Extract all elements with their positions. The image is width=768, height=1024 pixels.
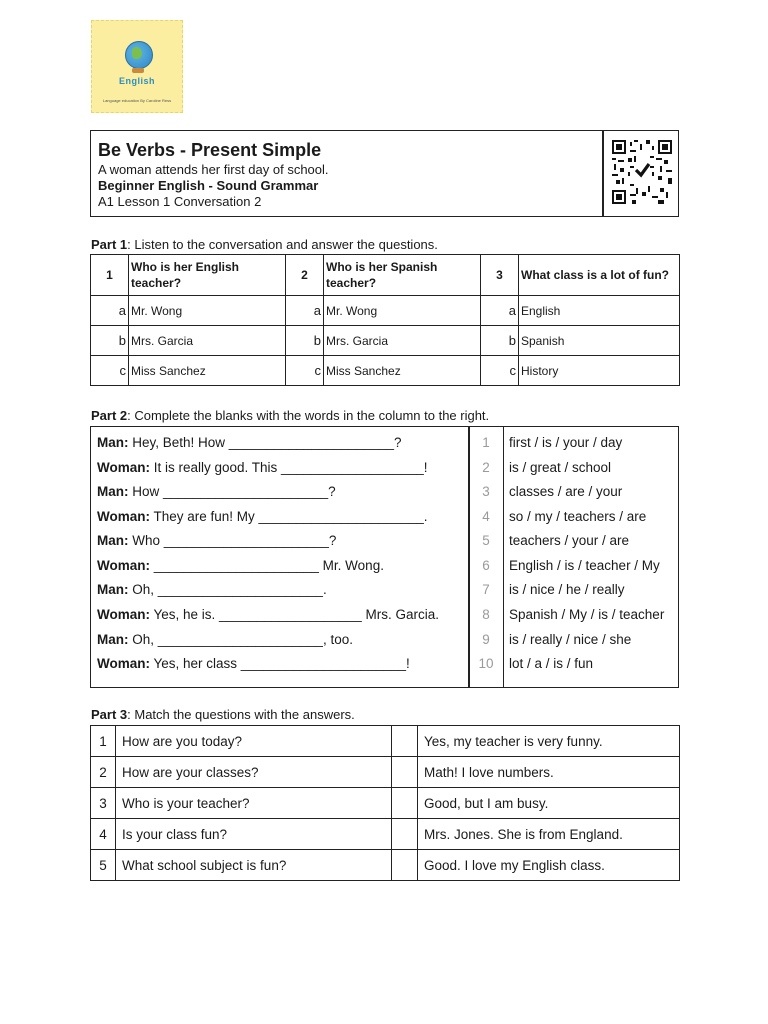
speaker: Man:	[97, 484, 129, 499]
dialogue-line[interactable]	[97, 509, 427, 524]
match-answer-blank[interactable]	[392, 819, 418, 850]
match-number: 1	[91, 726, 116, 757]
match-answer: Mrs. Jones. She is from England.	[418, 819, 680, 850]
part2-label: Part 2	[91, 408, 128, 423]
match-question: How are your classes?	[116, 757, 392, 788]
speaker: Man:	[97, 435, 129, 450]
dialogue-line[interactable]	[97, 533, 336, 548]
dialogue-text: How ______________________?	[128, 484, 336, 499]
speaker: Woman:	[97, 558, 150, 573]
logo	[91, 20, 183, 113]
match-answer: Math! I love numbers.	[418, 757, 680, 788]
logo-tagline: Language education By Caroline Ress	[102, 98, 172, 103]
qr-code-icon[interactable]	[612, 140, 672, 204]
worksheet-header	[90, 130, 679, 217]
word-number: 1	[482, 435, 490, 450]
word-number: 9	[482, 632, 490, 647]
answer-row	[91, 296, 680, 326]
dialogue-line[interactable]	[97, 460, 427, 475]
part2-heading	[91, 408, 489, 423]
answer-option[interactable]: English	[519, 296, 680, 326]
match-answer: Good, but I am busy.	[418, 788, 680, 819]
answer-option[interactable]: Mrs. Garcia	[129, 326, 286, 356]
option-letter: b	[91, 326, 129, 356]
word-number: 5	[482, 533, 490, 548]
word-group: is / nice / he / really	[509, 582, 625, 597]
question-number: 1	[91, 255, 129, 296]
match-row	[91, 788, 680, 819]
option-letter: c	[481, 356, 519, 386]
word-group: Spanish / My / is / teacher	[509, 607, 665, 622]
dialogue-line[interactable]	[97, 607, 439, 622]
option-letter: c	[286, 356, 324, 386]
answer-option[interactable]: Miss Sanchez	[324, 356, 481, 386]
word-group: so / my / teachers / are	[509, 509, 647, 524]
option-letter: b	[286, 326, 324, 356]
answer-option[interactable]: Spanish	[519, 326, 680, 356]
word-group: teachers / your / are	[509, 533, 630, 548]
option-letter: b	[481, 326, 519, 356]
part2-box	[90, 426, 679, 688]
match-number: 4	[91, 819, 116, 850]
dialogue-text: Yes, he is. ___________________ Mrs. Garcia.	[150, 607, 439, 622]
match-answer: Good. I love my English class.	[418, 850, 680, 881]
answer-row	[91, 326, 680, 356]
match-answer-blank[interactable]	[392, 726, 418, 757]
word-group: lot / a / is / fun	[509, 656, 594, 671]
dialogue-text: Who ______________________?	[128, 533, 337, 548]
dialogue-line[interactable]	[97, 632, 353, 647]
answer-row	[91, 356, 680, 386]
dialogue-text: Oh, ______________________.	[128, 582, 327, 597]
option-letter: a	[91, 296, 129, 326]
option-letter: a	[286, 296, 324, 326]
question-number: 2	[286, 255, 324, 296]
dialogue-text: Hey, Beth! How ______________________?	[128, 435, 402, 450]
answer-option[interactable]: Mrs. Garcia	[324, 326, 481, 356]
dialogue-line[interactable]	[97, 435, 401, 450]
word-number: 7	[482, 582, 490, 597]
part3-heading	[91, 707, 355, 722]
match-question: What school subject is fun?	[116, 850, 392, 881]
option-letter: c	[91, 356, 129, 386]
match-question: How are you today?	[116, 726, 392, 757]
speaker: Woman:	[97, 656, 150, 671]
answer-option[interactable]: Mr. Wong	[324, 296, 481, 326]
dialogue-text: They are fun! My ______________________.	[150, 509, 428, 524]
word-group: is / really / nice / she	[509, 632, 632, 647]
dialogue-text: ______________________ Mr. Wong.	[150, 558, 384, 573]
question-text: Who is her Spanish teacher?	[324, 255, 481, 296]
word-group: English / is / teacher / My	[509, 558, 660, 573]
dialogue-line[interactable]	[97, 656, 410, 671]
speaker: Man:	[97, 632, 129, 647]
part1-label: Part 1	[91, 237, 128, 252]
part3-instruction: : Match the questions with the answers.	[127, 707, 355, 722]
worksheet-lesson: A1 Lesson 1 Conversation 2	[98, 194, 262, 209]
match-answer: Yes, my teacher is very funny.	[418, 726, 680, 757]
qr-code-cell	[602, 131, 678, 216]
match-answer-blank[interactable]	[392, 757, 418, 788]
part1-table	[90, 254, 680, 386]
match-row	[91, 850, 680, 881]
part3-table	[90, 725, 680, 881]
speaker: Woman:	[97, 607, 150, 622]
dialogue-line[interactable]	[97, 582, 327, 597]
speaker: Woman:	[97, 509, 150, 524]
speaker: Woman:	[97, 460, 150, 475]
match-number: 2	[91, 757, 116, 788]
word-number: 6	[482, 558, 490, 573]
match-question: Is your class fun?	[116, 819, 392, 850]
speaker: Man:	[97, 533, 129, 548]
answer-option[interactable]: Mr. Wong	[129, 296, 286, 326]
globe-stand	[132, 68, 144, 73]
logo-brand: English	[118, 76, 155, 86]
word-number: 2	[482, 460, 490, 475]
worksheet-course: Beginner English - Sound Grammar	[98, 178, 319, 193]
option-letter: a	[481, 296, 519, 326]
match-number: 5	[91, 850, 116, 881]
question-row	[91, 255, 680, 296]
match-number: 3	[91, 788, 116, 819]
word-number: 4	[482, 509, 490, 524]
answer-option[interactable]: Miss Sanchez	[129, 356, 286, 386]
speaker: Man:	[97, 582, 129, 597]
question-text: What class is a lot of fun?	[519, 255, 680, 296]
question-text: Who is her English teacher?	[129, 255, 286, 296]
part1-heading	[91, 237, 438, 252]
worksheet-description: A woman attends her first day of school.	[98, 162, 329, 177]
column-divider	[468, 427, 470, 687]
dialogue-text: Oh, ______________________, too.	[128, 632, 353, 647]
match-answer-blank[interactable]	[392, 788, 418, 819]
part2-instruction: : Complete the blanks with the words in the column to the right.	[127, 408, 490, 423]
word-group: first / is / your / day	[509, 435, 623, 450]
word-number: 3	[482, 484, 490, 499]
worksheet-title: Be Verbs - Present Simple	[98, 140, 322, 160]
word-number: 10	[478, 656, 494, 671]
question-number: 3	[481, 255, 519, 296]
answer-option[interactable]: History	[519, 356, 680, 386]
match-answer-blank[interactable]	[392, 850, 418, 881]
match-row	[91, 757, 680, 788]
dialogue-text: Yes, her class ______________________!	[150, 656, 410, 671]
word-group: is / great / school	[509, 460, 612, 475]
part3-label: Part 3	[91, 707, 128, 722]
match-row	[91, 819, 680, 850]
word-group: classes / are / your	[509, 484, 623, 499]
column-divider	[503, 427, 504, 687]
part1-instruction: : Listen to the conversation and answer the questions.	[127, 237, 438, 252]
match-row	[91, 726, 680, 757]
dialogue-line[interactable]	[97, 484, 336, 499]
match-question: Who is your teacher?	[116, 788, 392, 819]
word-number: 8	[482, 607, 490, 622]
globe-icon	[125, 41, 153, 69]
dialogue-text: It is really good. This ___________________!	[150, 460, 428, 475]
dialogue-line[interactable]	[97, 558, 384, 573]
